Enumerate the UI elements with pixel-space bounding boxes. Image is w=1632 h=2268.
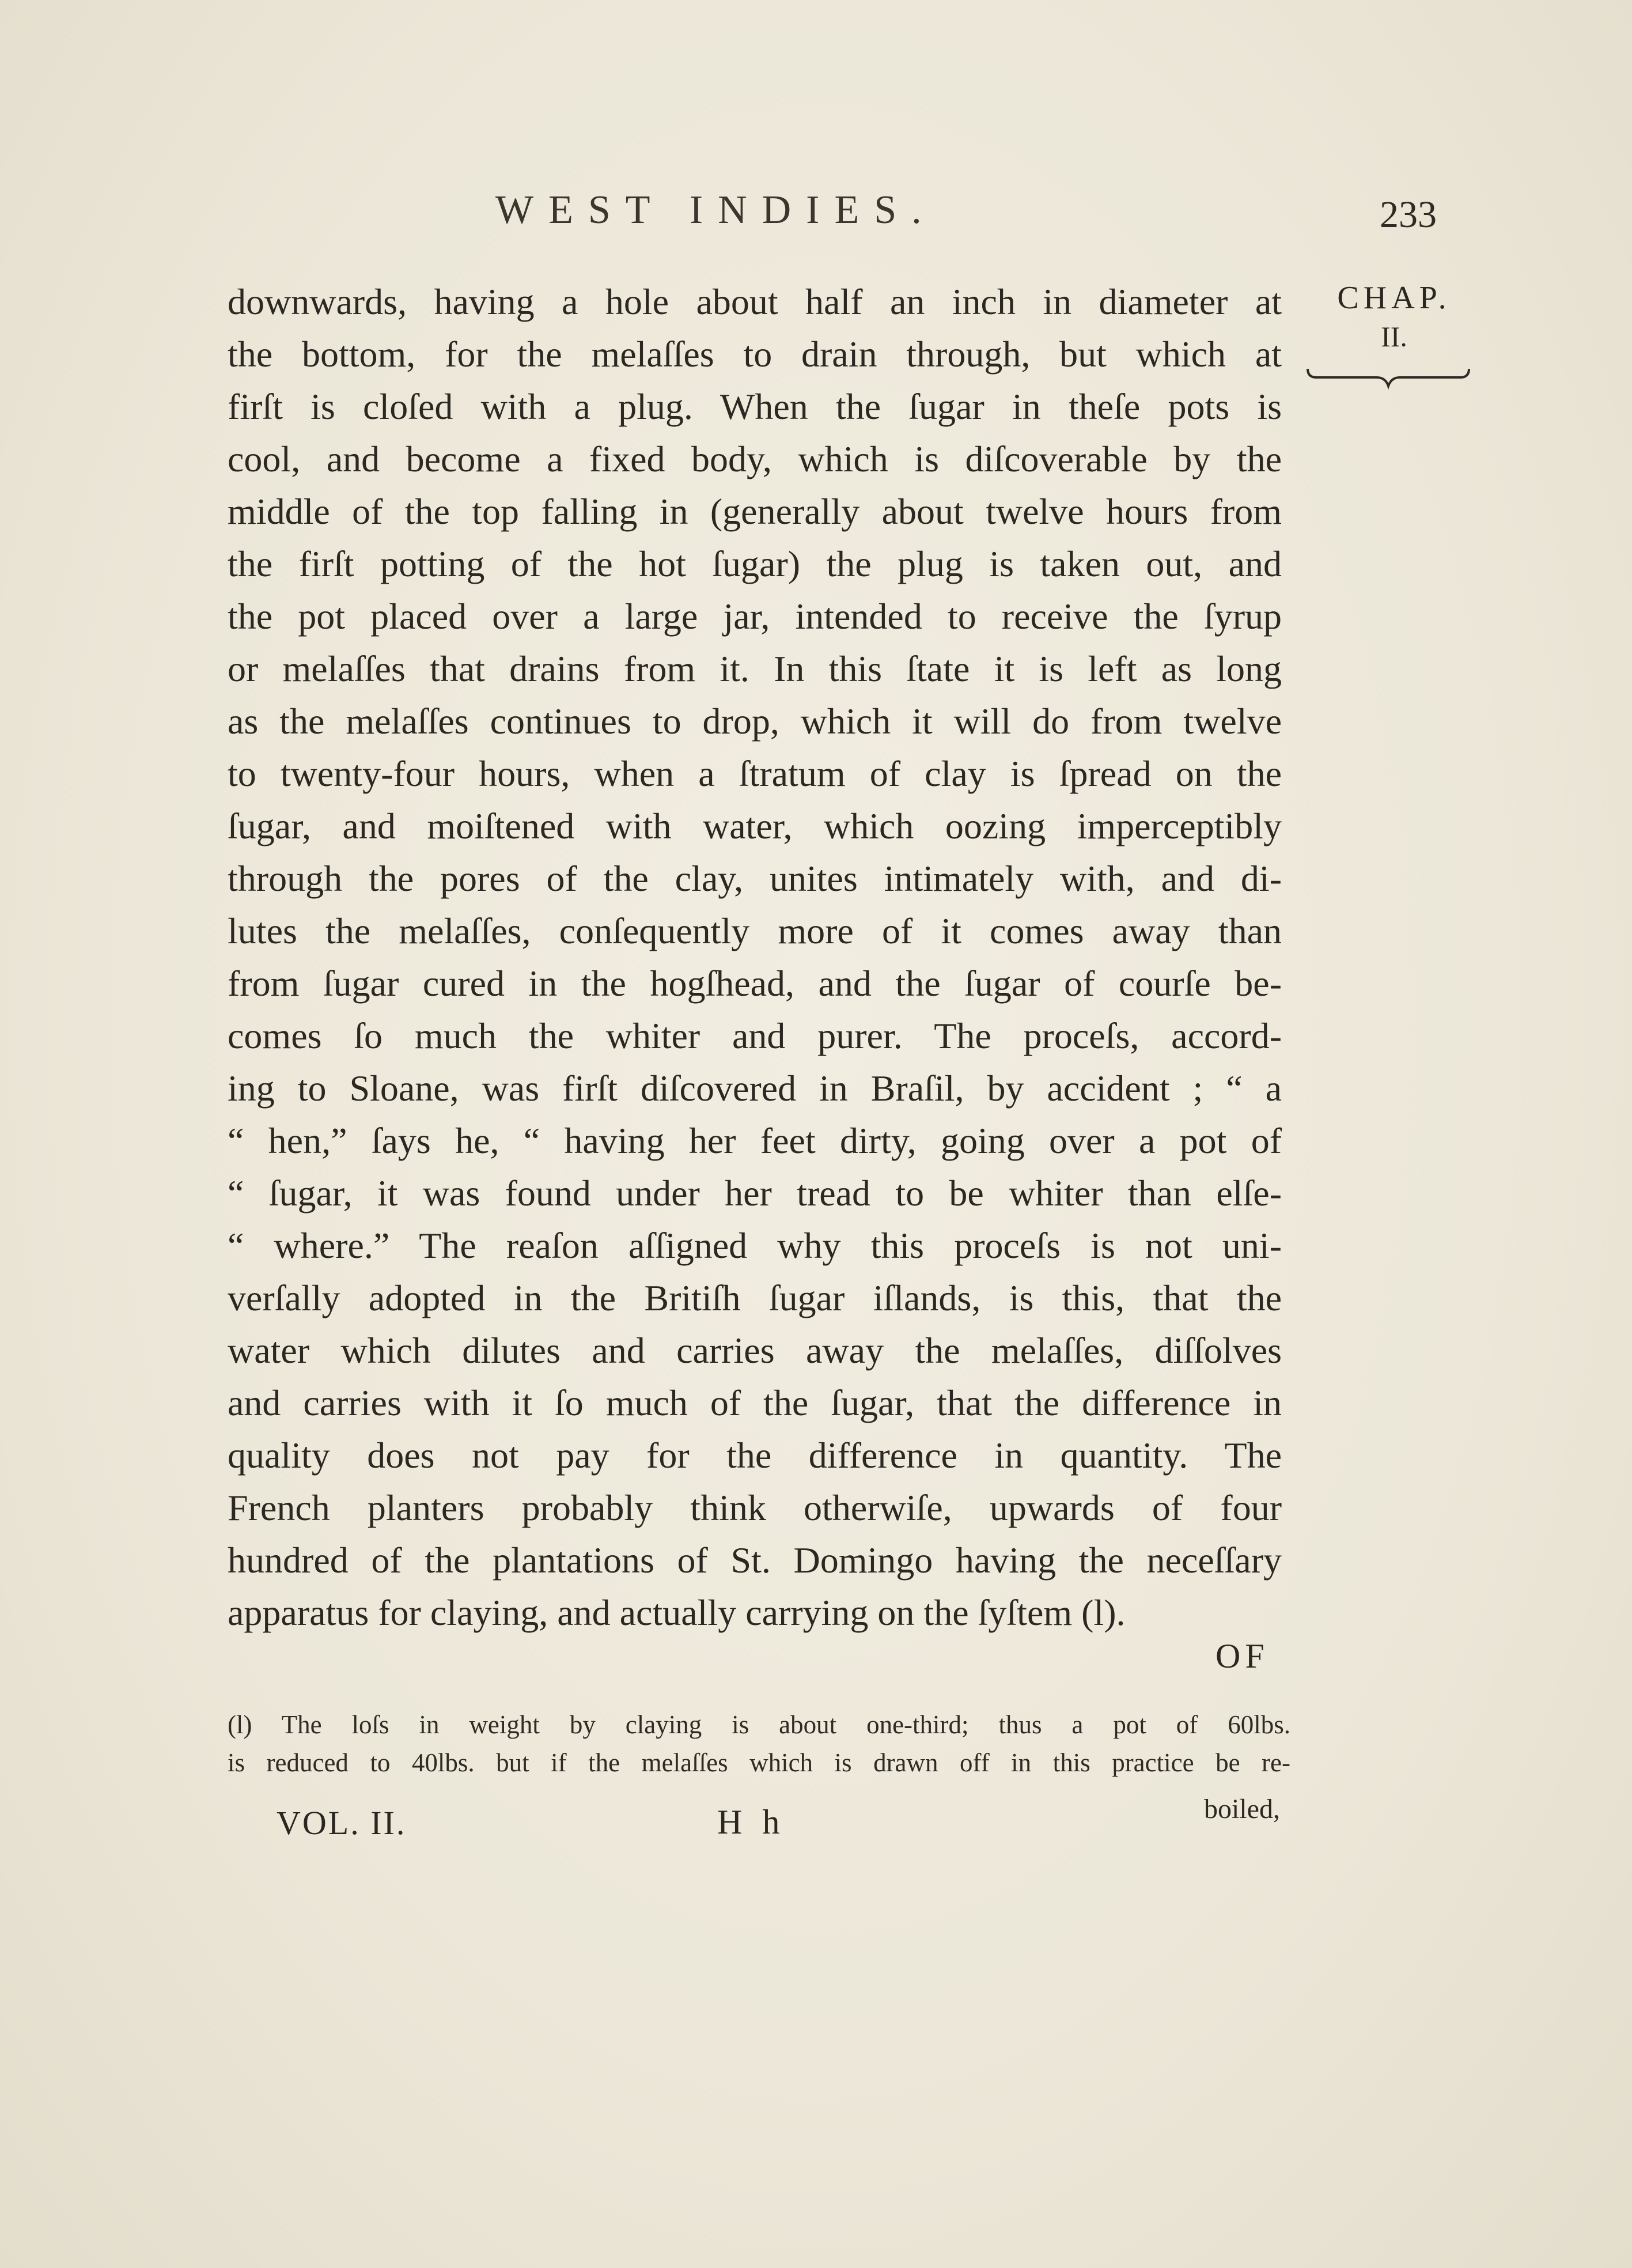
text-line: ſugar, and moiſtened with water, which oozing imperceptibly: [228, 806, 1282, 846]
margin-brace-icon: [1305, 363, 1472, 392]
continuation-word: boiled,: [1204, 1794, 1280, 1824]
text-line: as the melaſſes continues to drop, which it will do from twelve: [228, 701, 1282, 742]
footnote-line: (l) The loſs in weight by claying is about one-third; thus a pot of 60lbs.: [228, 1710, 1290, 1739]
text-line: “ ſugar, it was found under her tread to be whiter than elſe-: [228, 1173, 1282, 1214]
page-number: 233: [1380, 194, 1437, 236]
text-line: or melaſſes that drains from it. In this ſtate it is left as long: [228, 648, 1282, 689]
text-line: ing to Sloane, was firſt diſcovered in Braſil, by accident ; “ a: [228, 1068, 1282, 1109]
catchword: OF: [1216, 1637, 1269, 1675]
text-line: apparatus for claying, and actually carrying on the ſyſtem (l).: [228, 1592, 1126, 1633]
text-line: French planters probably think otherwiſe, upwards of four: [228, 1487, 1282, 1528]
text-line: downwards, having a hole about half an inch in diameter at: [228, 281, 1282, 322]
text-line: “ hen,” ſays he, “ having her feet dirty, going over a pot of: [228, 1120, 1282, 1161]
text-line: the firſt potting of the hot ſugar) the plug is taken out, and: [228, 543, 1282, 584]
text-line: quality does not pay for the difference in quantity. The: [228, 1435, 1282, 1476]
text-line: lutes the melaſſes, conſequently more of it comes away than: [228, 910, 1282, 951]
footnote-line: is reduced to 40lbs. but if the melaſſes which is drawn off in this practice be re-: [228, 1748, 1290, 1777]
text-line: from ſugar cured in the hogſhead, and the ſugar of courſe be-: [228, 963, 1282, 1004]
text-line: water which dilutes and carries away the melaſſes, diſſolves: [228, 1330, 1282, 1371]
text-line: the pot placed over a large jar, intended to receive the ſyrup: [228, 596, 1282, 637]
running-head: WEST INDIES.: [495, 188, 937, 232]
body-text: [228, 275, 1282, 1639]
text-line: and carries with it ſo much of the ſugar, that the difference in: [228, 1382, 1282, 1423]
volume-label: VOL. II.: [277, 1804, 407, 1842]
text-line: “ where.” The reaſon aſſigned why this proceſs is not uni-: [228, 1225, 1282, 1266]
text-line: cool, and become a fixed body, which is diſcoverable by the: [228, 439, 1282, 479]
signature-mark: H h: [717, 1803, 786, 1841]
text-line: middle of the top falling in (generally about twelve hours from: [228, 491, 1282, 532]
text-line: the bottom, for the melaſſes to drain through, but which at: [228, 334, 1282, 375]
margin-chapter-note: [1319, 279, 1469, 353]
text-line: verſally adopted in the Britiſh ſugar iſlands, is this, that the: [228, 1277, 1282, 1318]
text-line: comes ſo much the whiter and purer. The proceſs, accord-: [228, 1015, 1282, 1056]
chapter-label: CHAP.: [1337, 280, 1451, 316]
chapter-number: II.: [1381, 320, 1407, 353]
footnote: [228, 1706, 1290, 1782]
text-line: through the pores of the clay, unites intimately with, and di-: [228, 858, 1282, 899]
text-line: to twenty-four hours, when a ſtratum of clay is ſpread on the: [228, 753, 1282, 794]
text-line: hundred of the plantations of St. Domingo having the neceſſary: [228, 1540, 1282, 1581]
text-line: firſt is cloſed with a plug. When the ſugar in theſe pots is: [228, 386, 1282, 427]
